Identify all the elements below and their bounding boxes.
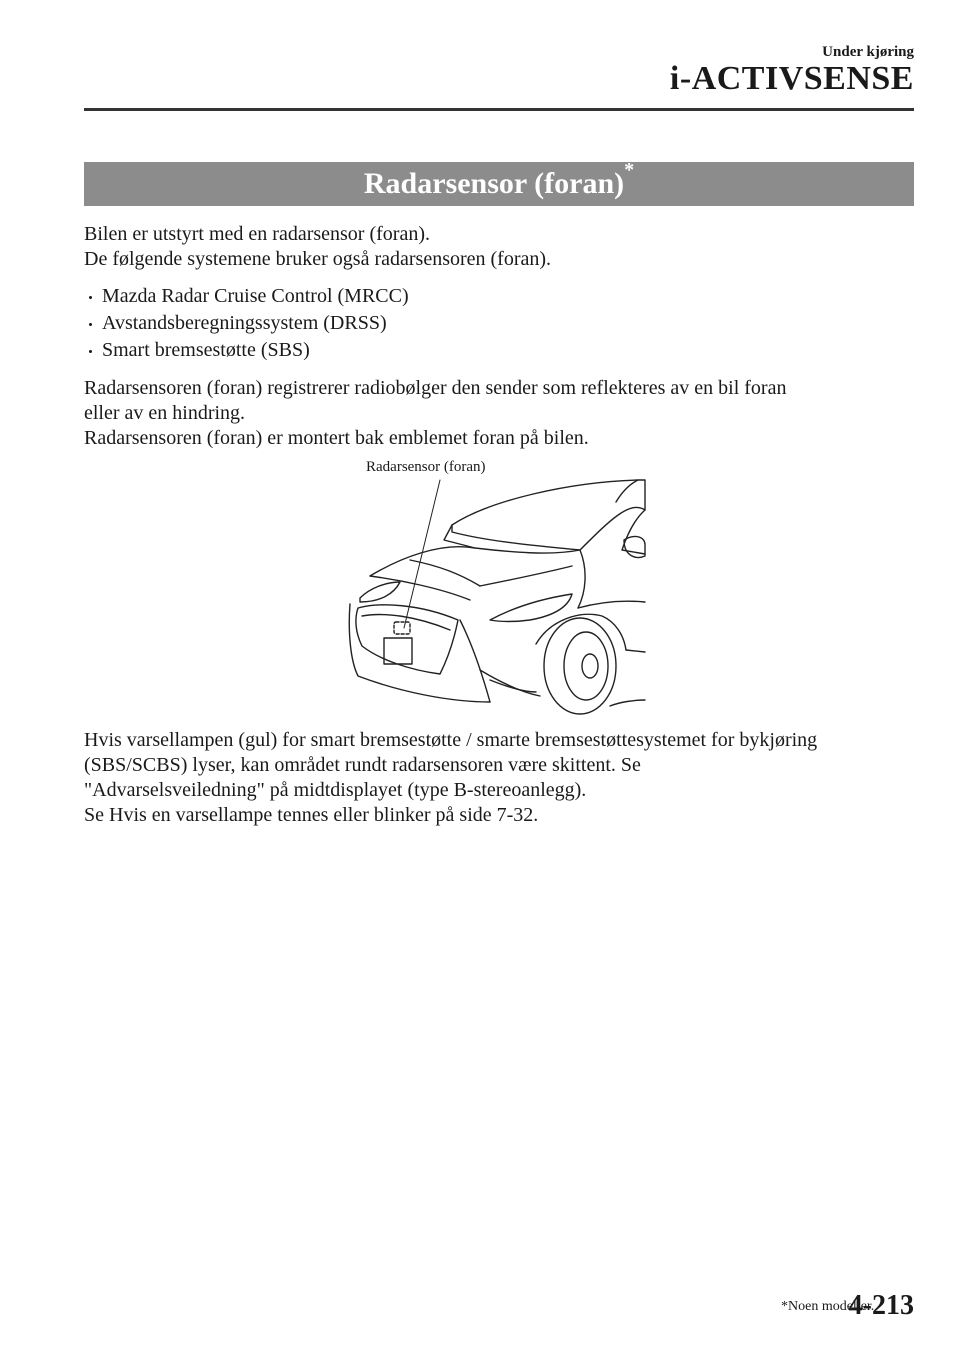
intro-paragraph [84, 222, 914, 272]
description-paragraph [84, 376, 914, 451]
running-header-chapter: i-ACTIVSENSE [669, 60, 914, 97]
figure-callout-label: Radarsensor (foran) [366, 459, 486, 475]
footnote-asterisk: * [624, 159, 635, 181]
footnote: *Noen modeller. [781, 1299, 875, 1314]
windshield [452, 480, 645, 550]
side-mirror [624, 537, 645, 558]
callout-leader-line [404, 480, 440, 628]
warning-line: Hvis varsellampen (gul) for smart bremsestøtte / smarte bremsestøttesystemet for bykjøring [84, 729, 818, 751]
section-title-banner [84, 159, 914, 206]
left-headlight [360, 582, 400, 602]
warning-line: (SBS/SCBS) lyser, kan området rundt radarsensoren være skittent. Se [84, 754, 641, 776]
intro-line: Bilen er utstyrt med en radarsensor (foran). [84, 223, 430, 245]
description-line: Radarsensoren (foran) registrerer radiobølger den sender som reflekteres av en bil foran [84, 377, 787, 399]
warning-line: "Advarselsveiledning" på midtdisplayet (type B-stereoanlegg). [84, 779, 587, 801]
car-front-illustration [340, 470, 650, 718]
hood [370, 547, 585, 608]
section-title: Radarsensor (foran) [363, 167, 625, 200]
list-item: Mazda Radar Cruise Control (MRCC) [84, 284, 914, 309]
description-line: Radarsensoren (foran) er montert bak emblemet foran på bilen. [84, 427, 589, 449]
page-number: 4-213 [848, 1290, 914, 1321]
running-header-section: Under kjøring [822, 44, 914, 60]
intro-line: De følgende systemene bruker også radarsensoren (foran). [84, 248, 552, 270]
header-divider [84, 108, 914, 111]
front-wheel [544, 618, 616, 714]
description-line: eller av en hindring. [84, 402, 246, 424]
right-headlight [490, 594, 572, 622]
systems-list [84, 284, 914, 365]
list-item: Smart bremsestøtte (SBS) [84, 338, 914, 363]
list-item: Avstandsberegningssystem (DRSS) [84, 311, 914, 336]
radar-sensor-emblem [394, 622, 410, 634]
front-bumper [349, 604, 490, 702]
warning-paragraph [84, 728, 914, 828]
warning-line: Se Hvis en varsellampe tennes eller blinker på side 7-32. [84, 804, 539, 826]
